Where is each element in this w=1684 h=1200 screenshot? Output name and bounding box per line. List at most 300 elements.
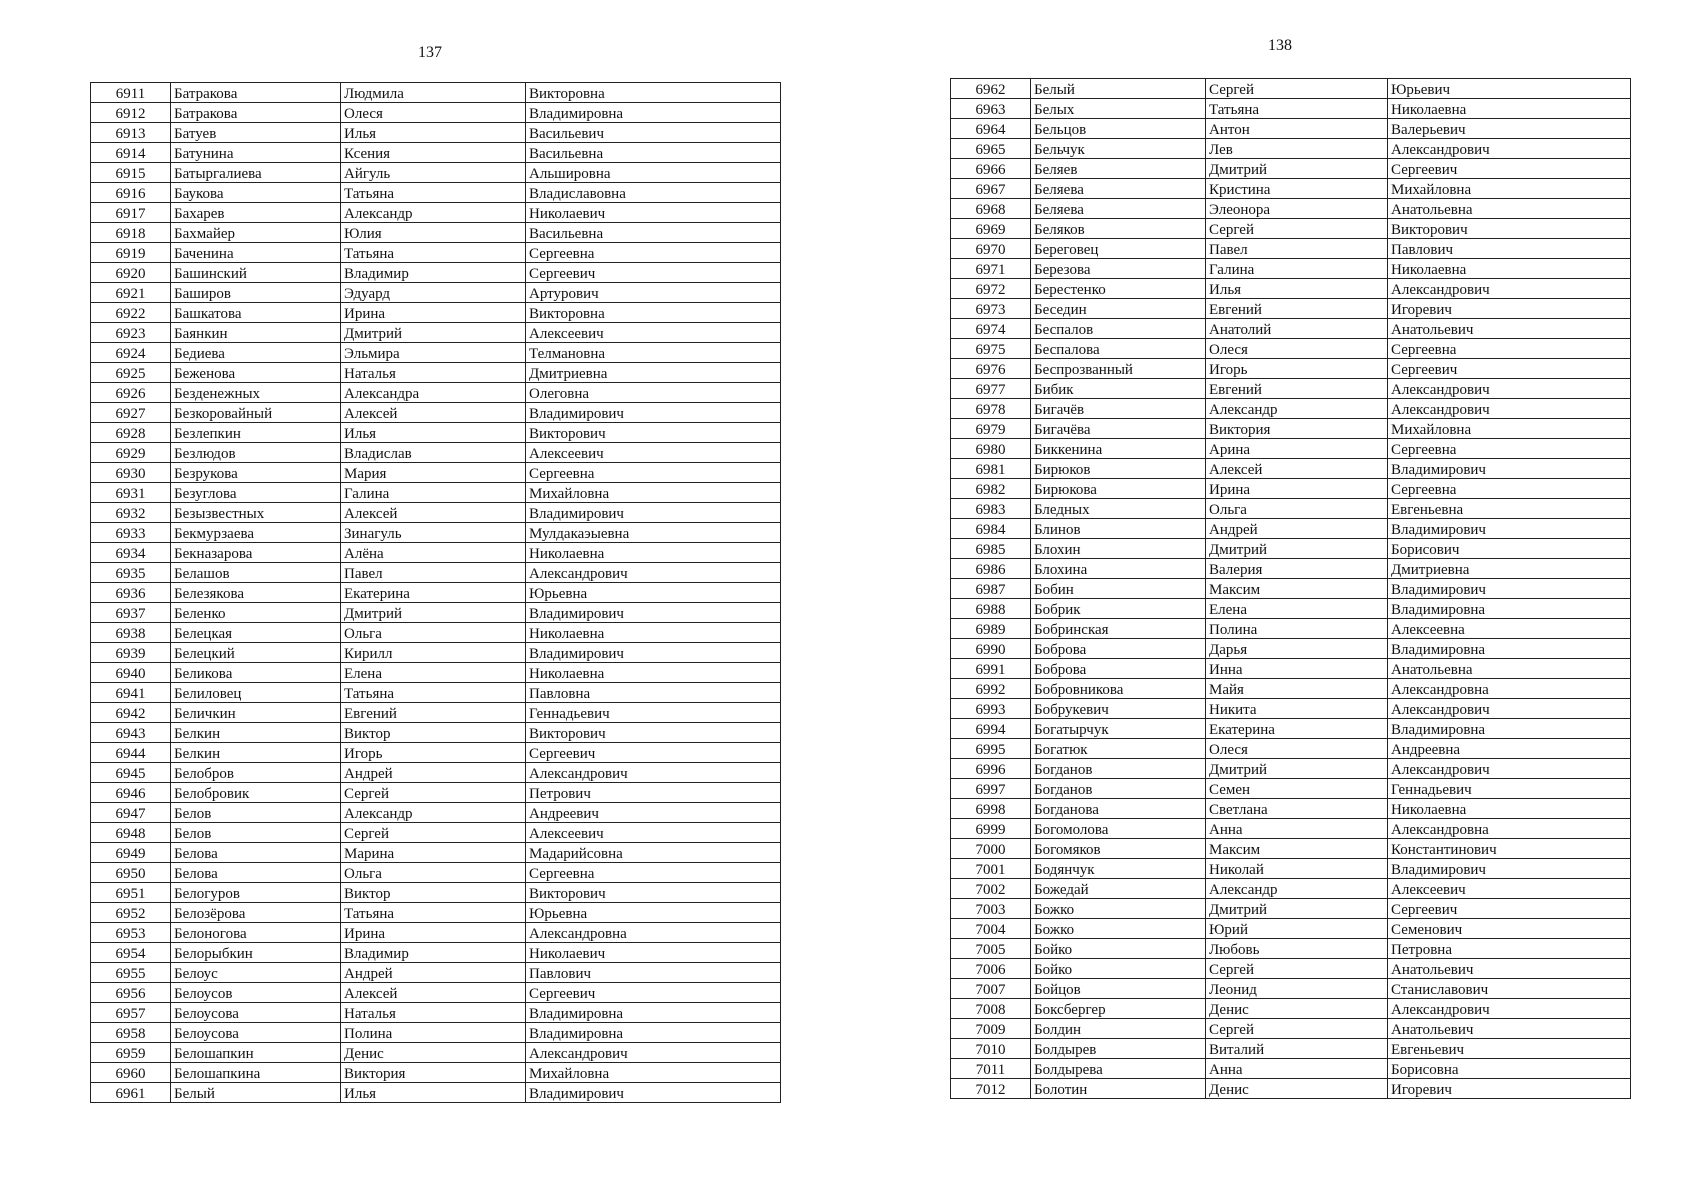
table-row <box>951 419 1631 439</box>
patronymic-cell: Сергеевич <box>1388 359 1631 379</box>
last-name-cell: Белоусов <box>171 983 341 1003</box>
first-name-cell: Полина <box>341 1023 526 1043</box>
patronymic-cell: Михайловна <box>526 483 781 503</box>
row-number-cell: 7004 <box>951 919 1031 939</box>
row-number-cell: 6944 <box>91 743 171 763</box>
table-row <box>951 99 1631 119</box>
last-name-cell: Безызвестных <box>171 503 341 523</box>
row-number-cell: 6982 <box>951 479 1031 499</box>
last-name-cell: Белозёрова <box>171 903 341 923</box>
patronymic-cell: Мадарийсовна <box>526 843 781 863</box>
patronymic-cell: Андреевна <box>1388 739 1631 759</box>
table-row <box>951 119 1631 139</box>
table-row <box>951 219 1631 239</box>
patronymic-cell: Анатольевич <box>1388 319 1631 339</box>
patronymic-cell: Алексеевич <box>526 823 781 843</box>
patronymic-cell: Сергеевич <box>1388 899 1631 919</box>
patronymic-cell: Игоревич <box>1388 1079 1631 1099</box>
patronymic-cell: Сергеевна <box>1388 439 1631 459</box>
row-number-cell: 6993 <box>951 699 1031 719</box>
row-number-cell: 6912 <box>91 103 171 123</box>
last-name-cell: Безуглова <box>171 483 341 503</box>
table-row <box>91 843 781 863</box>
row-number-cell: 6924 <box>91 343 171 363</box>
table-row <box>91 1083 781 1103</box>
table-row <box>91 83 781 103</box>
last-name-cell: Башкатова <box>171 303 341 323</box>
table-row <box>91 1043 781 1063</box>
patronymic-cell: Владимирович <box>526 643 781 663</box>
first-name-cell: Николай <box>1206 859 1388 879</box>
table-row <box>91 1023 781 1043</box>
row-number-cell: 6960 <box>91 1063 171 1083</box>
patronymic-cell: Дмитриевна <box>1388 559 1631 579</box>
last-name-cell: Белоус <box>171 963 341 983</box>
first-name-cell: Татьяна <box>341 243 526 263</box>
last-name-cell: Белецкий <box>171 643 341 663</box>
table-row <box>951 279 1631 299</box>
last-name-cell: Бигачёва <box>1031 419 1206 439</box>
table-row <box>951 659 1631 679</box>
row-number-cell: 6950 <box>91 863 171 883</box>
first-name-cell: Ольга <box>341 623 526 643</box>
table-row <box>951 599 1631 619</box>
table-row <box>951 399 1631 419</box>
patronymic-cell: Викторович <box>526 883 781 903</box>
row-number-cell: 6916 <box>91 183 171 203</box>
last-name-cell: Блохин <box>1031 539 1206 559</box>
table-row <box>91 663 781 683</box>
last-name-cell: Беличкин <box>171 703 341 723</box>
first-name-cell: Татьяна <box>1206 99 1388 119</box>
last-name-cell: Богданова <box>1031 799 1206 819</box>
patronymic-cell: Станиславович <box>1388 979 1631 999</box>
last-name-cell: Богданов <box>1031 759 1206 779</box>
patronymic-cell: Александрович <box>1388 279 1631 299</box>
first-name-cell: Антон <box>1206 119 1388 139</box>
row-number-cell: 6922 <box>91 303 171 323</box>
row-number-cell: 6976 <box>951 359 1031 379</box>
first-name-cell: Алёна <box>341 543 526 563</box>
first-name-cell: Илья <box>341 1083 526 1103</box>
row-number-cell: 6917 <box>91 203 171 223</box>
table-row <box>951 959 1631 979</box>
table-row <box>91 803 781 823</box>
patronymic-cell: Борисовна <box>1388 1059 1631 1079</box>
row-number-cell: 6975 <box>951 339 1031 359</box>
table-row <box>91 863 781 883</box>
last-name-cell: Бодянчук <box>1031 859 1206 879</box>
row-number-cell: 6987 <box>951 579 1031 599</box>
first-name-cell: Олеся <box>341 103 526 123</box>
last-name-cell: Безкоровайный <box>171 403 341 423</box>
first-name-cell: Виктория <box>1206 419 1388 439</box>
last-name-cell: Бойко <box>1031 959 1206 979</box>
first-name-cell: Игорь <box>1206 359 1388 379</box>
last-name-cell: Болдырев <box>1031 1039 1206 1059</box>
first-name-cell: Евгений <box>341 703 526 723</box>
first-name-cell: Никита <box>1206 699 1388 719</box>
row-number-cell: 6981 <box>951 459 1031 479</box>
last-name-cell: Белиловец <box>171 683 341 703</box>
last-name-cell: Березова <box>1031 259 1206 279</box>
row-number-cell: 6934 <box>91 543 171 563</box>
table-row <box>951 479 1631 499</box>
first-name-cell: Ольга <box>1206 499 1388 519</box>
row-number-cell: 6998 <box>951 799 1031 819</box>
table-row <box>951 839 1631 859</box>
patronymic-cell: Алексеевич <box>1388 879 1631 899</box>
patronymic-cell: Валерьевич <box>1388 119 1631 139</box>
patronymic-cell: Сергеевна <box>1388 339 1631 359</box>
table-row <box>91 703 781 723</box>
row-number-cell: 6949 <box>91 843 171 863</box>
patronymic-cell: Юрьевна <box>526 903 781 923</box>
table-row <box>951 619 1631 639</box>
first-name-cell: Илья <box>341 423 526 443</box>
patronymic-cell: Владимирович <box>526 1083 781 1103</box>
row-number-cell: 6963 <box>951 99 1031 119</box>
last-name-cell: Белов <box>171 803 341 823</box>
patronymic-cell: Геннадьевич <box>526 703 781 723</box>
patronymic-cell: Николаевна <box>1388 799 1631 819</box>
row-number-cell: 6965 <box>951 139 1031 159</box>
first-name-cell: Дмитрий <box>1206 539 1388 559</box>
last-name-cell: Батуев <box>171 123 341 143</box>
first-name-cell: Дмитрий <box>341 603 526 623</box>
first-name-cell: Сергей <box>341 823 526 843</box>
row-number-cell: 6991 <box>951 659 1031 679</box>
patronymic-cell: Викторовна <box>526 303 781 323</box>
last-name-cell: Бобин <box>1031 579 1206 599</box>
table-row <box>951 379 1631 399</box>
table-row <box>91 643 781 663</box>
table-row <box>91 403 781 423</box>
first-name-cell: Людмила <box>341 83 526 103</box>
patronymic-cell: Сергеевна <box>526 463 781 483</box>
patronymic-cell: Николаевич <box>526 203 781 223</box>
patronymic-cell: Сергеевич <box>526 983 781 1003</box>
row-number-cell: 6954 <box>91 943 171 963</box>
first-name-cell: Олеся <box>1206 339 1388 359</box>
table-row <box>91 303 781 323</box>
table-row <box>951 1079 1631 1099</box>
patronymic-cell: Сергеевна <box>1388 479 1631 499</box>
first-name-cell: Семен <box>1206 779 1388 799</box>
patronymic-cell: Сергеевич <box>526 743 781 763</box>
row-number-cell: 7000 <box>951 839 1031 859</box>
row-number-cell: 6925 <box>91 363 171 383</box>
row-number-cell: 6989 <box>951 619 1031 639</box>
row-number-cell: 6999 <box>951 819 1031 839</box>
row-number-cell: 6931 <box>91 483 171 503</box>
table-row <box>951 1039 1631 1059</box>
last-name-cell: Беседин <box>1031 299 1206 319</box>
patronymic-cell: Владимирович <box>526 503 781 523</box>
first-name-cell: Илья <box>1206 279 1388 299</box>
last-name-cell: Бобрукевич <box>1031 699 1206 719</box>
row-number-cell: 6939 <box>91 643 171 663</box>
first-name-cell: Виталий <box>1206 1039 1388 1059</box>
first-name-cell: Юрий <box>1206 919 1388 939</box>
patronymic-cell: Сергеевна <box>526 863 781 883</box>
last-name-cell: Богатюк <box>1031 739 1206 759</box>
last-name-cell: Бирюков <box>1031 459 1206 479</box>
last-name-cell: Бекназарова <box>171 543 341 563</box>
table-row <box>91 983 781 1003</box>
table-row <box>951 359 1631 379</box>
patronymic-cell: Алексеевна <box>1388 619 1631 639</box>
first-name-cell: Сергей <box>341 783 526 803</box>
first-name-cell: Олеся <box>1206 739 1388 759</box>
last-name-cell: Батыргалиева <box>171 163 341 183</box>
last-name-cell: Бойко <box>1031 939 1206 959</box>
last-name-cell: Бобринская <box>1031 619 1206 639</box>
patronymic-cell: Александровна <box>1388 679 1631 699</box>
patronymic-cell: Александровна <box>526 923 781 943</box>
patronymic-cell: Петрович <box>526 783 781 803</box>
row-number-cell: 6979 <box>951 419 1031 439</box>
row-number-cell: 6988 <box>951 599 1031 619</box>
first-name-cell: Ирина <box>341 923 526 943</box>
row-number-cell: 6941 <box>91 683 171 703</box>
table-row <box>951 299 1631 319</box>
last-name-cell: Безлепкин <box>171 423 341 443</box>
row-number-cell: 6940 <box>91 663 171 683</box>
patronymic-cell: Николаевна <box>526 663 781 683</box>
patronymic-cell: Александрович <box>526 1043 781 1063</box>
first-name-cell: Сергей <box>1206 959 1388 979</box>
row-number-cell: 7010 <box>951 1039 1031 1059</box>
first-name-cell: Дмитрий <box>341 323 526 343</box>
table-row <box>91 823 781 843</box>
row-number-cell: 6968 <box>951 199 1031 219</box>
first-name-cell: Александра <box>341 383 526 403</box>
last-name-cell: Бобровникова <box>1031 679 1206 699</box>
first-name-cell: Зинагуль <box>341 523 526 543</box>
patronymic-cell: Сергеевна <box>526 243 781 263</box>
last-name-cell: Боброва <box>1031 639 1206 659</box>
row-number-cell: 6923 <box>91 323 171 343</box>
last-name-cell: Белова <box>171 863 341 883</box>
patronymic-cell: Михайловна <box>1388 179 1631 199</box>
table-row <box>951 919 1631 939</box>
patronymic-cell: Анатольевна <box>1388 199 1631 219</box>
patronymic-cell: Васильевич <box>526 123 781 143</box>
table-row <box>91 1063 781 1083</box>
row-number-cell: 6945 <box>91 763 171 783</box>
row-number-cell: 6978 <box>951 399 1031 419</box>
first-name-cell: Виктор <box>341 883 526 903</box>
row-number-cell: 6973 <box>951 299 1031 319</box>
first-name-cell: Анатолий <box>1206 319 1388 339</box>
last-name-cell: Белошапкина <box>171 1063 341 1083</box>
last-name-cell: Башинский <box>171 263 341 283</box>
patronymic-cell: Павлович <box>1388 239 1631 259</box>
row-number-cell: 6913 <box>91 123 171 143</box>
first-name-cell: Евгений <box>1206 379 1388 399</box>
patronymic-cell: Павлович <box>526 963 781 983</box>
row-number-cell: 6928 <box>91 423 171 443</box>
first-name-cell: Дарья <box>1206 639 1388 659</box>
row-number-cell: 6959 <box>91 1043 171 1063</box>
patronymic-cell: Павловна <box>526 683 781 703</box>
row-number-cell: 6947 <box>91 803 171 823</box>
last-name-cell: Болотин <box>1031 1079 1206 1099</box>
first-name-cell: Игорь <box>341 743 526 763</box>
table-row <box>91 943 781 963</box>
table-row <box>91 443 781 463</box>
row-number-cell: 6972 <box>951 279 1031 299</box>
row-number-cell: 6980 <box>951 439 1031 459</box>
patronymic-cell: Владимировна <box>1388 639 1631 659</box>
last-name-cell: Бирюкова <box>1031 479 1206 499</box>
table-row <box>91 783 781 803</box>
patronymic-cell: Александровна <box>1388 819 1631 839</box>
last-name-cell: Баченина <box>171 243 341 263</box>
first-name-cell: Андрей <box>1206 519 1388 539</box>
row-number-cell: 6986 <box>951 559 1031 579</box>
row-number-cell: 6985 <box>951 539 1031 559</box>
table-row <box>91 143 781 163</box>
last-name-cell: Белошапкин <box>171 1043 341 1063</box>
row-number-cell: 6933 <box>91 523 171 543</box>
row-number-cell: 6946 <box>91 783 171 803</box>
row-number-cell: 6915 <box>91 163 171 183</box>
patronymic-cell: Николаевна <box>1388 259 1631 279</box>
table-row <box>951 719 1631 739</box>
last-name-cell: Белов <box>171 823 341 843</box>
last-name-cell: Беляев <box>1031 159 1206 179</box>
patronymic-cell: Телмановна <box>526 343 781 363</box>
last-name-cell: Белоногова <box>171 923 341 943</box>
table-row <box>951 499 1631 519</box>
last-name-cell: Белкин <box>171 723 341 743</box>
last-name-cell: Беспалов <box>1031 319 1206 339</box>
row-number-cell: 6952 <box>91 903 171 923</box>
table-row <box>951 439 1631 459</box>
first-name-cell: Ольга <box>341 863 526 883</box>
row-number-cell: 6936 <box>91 583 171 603</box>
last-name-cell: Болдин <box>1031 1019 1206 1039</box>
row-number-cell: 6964 <box>951 119 1031 139</box>
table-row <box>91 203 781 223</box>
first-name-cell: Лев <box>1206 139 1388 159</box>
row-number-cell: 6937 <box>91 603 171 623</box>
table-row <box>91 623 781 643</box>
patronymic-cell: Юрьевич <box>1388 79 1631 99</box>
first-name-cell: Элеонора <box>1206 199 1388 219</box>
row-number-cell: 6921 <box>91 283 171 303</box>
first-name-cell: Елена <box>341 663 526 683</box>
last-name-cell: Блинов <box>1031 519 1206 539</box>
first-name-cell: Владимир <box>341 263 526 283</box>
last-name-cell: Беспрозванный <box>1031 359 1206 379</box>
first-name-cell: Павел <box>1206 239 1388 259</box>
row-number-cell: 6996 <box>951 759 1031 779</box>
patronymic-cell: Владимирович <box>526 403 781 423</box>
row-number-cell: 7002 <box>951 879 1031 899</box>
row-number-cell: 6966 <box>951 159 1031 179</box>
last-name-cell: Богомолова <box>1031 819 1206 839</box>
last-name-cell: Беляева <box>1031 179 1206 199</box>
row-number-cell: 6929 <box>91 443 171 463</box>
row-number-cell: 6957 <box>91 1003 171 1023</box>
row-number-cell: 6918 <box>91 223 171 243</box>
row-number-cell: 6927 <box>91 403 171 423</box>
patronymic-cell: Владимировна <box>526 103 781 123</box>
row-number-cell: 6951 <box>91 883 171 903</box>
first-name-cell: Александр <box>341 803 526 823</box>
table-row <box>91 903 781 923</box>
patronymic-cell: Дмитриевна <box>526 363 781 383</box>
last-name-cell: Белоусова <box>171 1003 341 1023</box>
row-number-cell: 6956 <box>91 983 171 1003</box>
register-table-body <box>91 83 781 1103</box>
last-name-cell: Бедиева <box>171 343 341 363</box>
row-number-cell: 6994 <box>951 719 1031 739</box>
patronymic-cell: Владимирович <box>1388 519 1631 539</box>
row-number-cell: 6967 <box>951 179 1031 199</box>
first-name-cell: Эдуард <box>341 283 526 303</box>
table-row <box>951 339 1631 359</box>
last-name-cell: Береговец <box>1031 239 1206 259</box>
first-name-cell: Ксения <box>341 143 526 163</box>
last-name-cell: Бельчук <box>1031 139 1206 159</box>
first-name-cell: Инна <box>1206 659 1388 679</box>
last-name-cell: Бобрик <box>1031 599 1206 619</box>
first-name-cell: Дмитрий <box>1206 759 1388 779</box>
patronymic-cell: Николаевич <box>526 943 781 963</box>
last-name-cell: Бледных <box>1031 499 1206 519</box>
table-row <box>951 579 1631 599</box>
page-number: 138 <box>1268 37 1292 54</box>
patronymic-cell: Николаевна <box>1388 99 1631 119</box>
first-name-cell: Татьяна <box>341 183 526 203</box>
table-row <box>951 239 1631 259</box>
patronymic-cell: Викторович <box>526 423 781 443</box>
table-row <box>91 383 781 403</box>
patronymic-cell: Евгеньевна <box>1388 499 1631 519</box>
first-name-cell: Светлана <box>1206 799 1388 819</box>
first-name-cell: Алексей <box>341 403 526 423</box>
last-name-cell: Безрукова <box>171 463 341 483</box>
row-number-cell: 7012 <box>951 1079 1031 1099</box>
last-name-cell: Батракова <box>171 103 341 123</box>
patronymic-cell: Петровна <box>1388 939 1631 959</box>
first-name-cell: Виктор <box>341 723 526 743</box>
patronymic-cell: Алексеевич <box>526 323 781 343</box>
last-name-cell: Богомяков <box>1031 839 1206 859</box>
first-name-cell: Илья <box>341 123 526 143</box>
table-row <box>91 563 781 583</box>
table-row <box>91 463 781 483</box>
patronymic-cell: Олеговна <box>526 383 781 403</box>
last-name-cell: Болдырева <box>1031 1059 1206 1079</box>
table-row <box>951 759 1631 779</box>
first-name-cell: Денис <box>1206 1079 1388 1099</box>
table-row <box>91 263 781 283</box>
first-name-cell: Алексей <box>1206 459 1388 479</box>
patronymic-cell: Владимирович <box>1388 859 1631 879</box>
first-name-cell: Максим <box>1206 579 1388 599</box>
row-number-cell: 6962 <box>951 79 1031 99</box>
table-row <box>951 899 1631 919</box>
patronymic-cell: Васильевна <box>526 223 781 243</box>
table-row <box>951 179 1631 199</box>
table-row <box>91 103 781 123</box>
first-name-cell: Андрей <box>341 763 526 783</box>
